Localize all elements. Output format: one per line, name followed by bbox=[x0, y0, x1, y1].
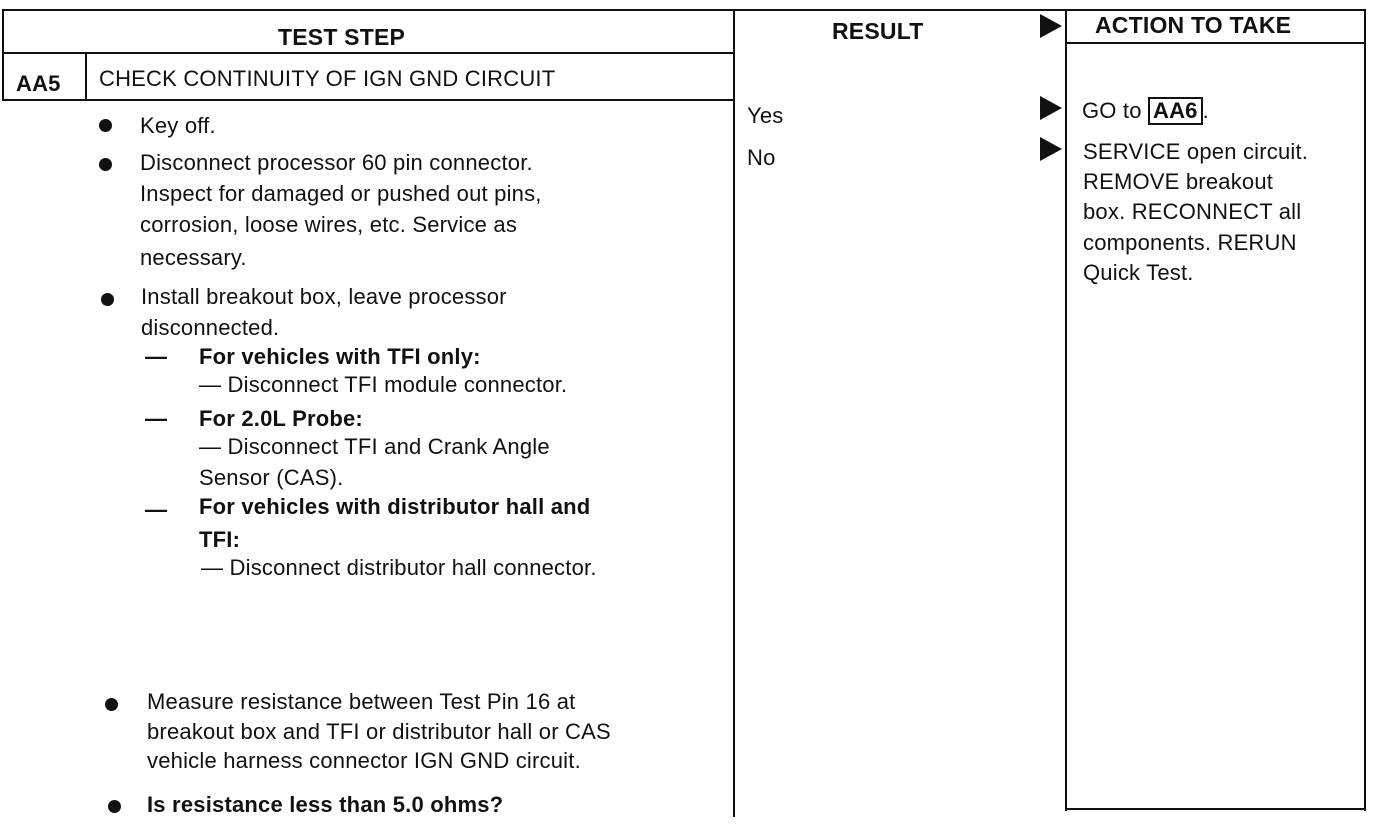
sub1-body: — Disconnect TFI module connector. bbox=[199, 372, 568, 397]
bullet-icon bbox=[99, 119, 112, 132]
step-measure-line: breakout box and TFI or distributor hall or CAS bbox=[147, 719, 611, 744]
bullet-icon bbox=[101, 293, 114, 306]
action-yes bbox=[1082, 96, 1209, 126]
sub2-heading: For 2.0L Probe: bbox=[199, 406, 363, 431]
step-disconnect-line: corrosion, loose wires, etc. Service as bbox=[140, 212, 518, 237]
action-yes-target: AA6 bbox=[1148, 97, 1203, 125]
step-disconnect-line: necessary. bbox=[140, 245, 247, 270]
header-test-step: TEST STEP bbox=[278, 24, 406, 50]
column-divider-test-result bbox=[733, 9, 735, 817]
bullet-icon bbox=[105, 698, 118, 711]
step-disconnect-line: Inspect for damaged or pushed out pins, bbox=[140, 181, 542, 206]
sub3-heading-line: TFI: bbox=[199, 527, 241, 552]
action-no-line: components. RERUN bbox=[1083, 230, 1297, 255]
step-title: CHECK CONTINUITY OF IGN GND CIRCUIT bbox=[99, 66, 556, 91]
bullet-icon bbox=[99, 158, 112, 171]
header-arrow-icon bbox=[1040, 14, 1062, 38]
step-key-off: Key off. bbox=[140, 113, 216, 138]
result-yes: Yes bbox=[747, 103, 784, 128]
step-measure-line: Measure resistance between Test Pin 16 at bbox=[147, 689, 576, 714]
column-divider-result-action bbox=[1065, 9, 1067, 811]
header-result: RESULT bbox=[832, 18, 924, 44]
action-yes-suffix: . bbox=[1202, 98, 1209, 123]
step-disconnect-line: Disconnect processor 60 pin connector. bbox=[140, 150, 533, 175]
action-no-line: SERVICE open circuit. bbox=[1083, 139, 1309, 164]
sub2-body-line: Sensor (CAS). bbox=[199, 465, 344, 490]
sub1-heading: For vehicles with TFI only: bbox=[199, 344, 481, 369]
bullet-icon bbox=[108, 800, 121, 813]
sub-dash: — bbox=[145, 406, 168, 431]
table-bottom-border bbox=[1066, 808, 1366, 810]
sub-dash: — bbox=[145, 344, 168, 369]
step-title-bottom-border bbox=[2, 99, 735, 101]
action-no-line: box. RECONNECT all bbox=[1083, 199, 1302, 224]
step-question: Is resistance less than 5.0 ohms? bbox=[147, 792, 504, 817]
step-id-divider bbox=[85, 53, 87, 101]
action-no-line: REMOVE breakout bbox=[1083, 169, 1274, 194]
sub2-body-line: — Disconnect TFI and Crank Angle bbox=[199, 434, 550, 459]
arrow-right-icon bbox=[1040, 137, 1062, 161]
sub3-body: — Disconnect distributor hall connector. bbox=[201, 555, 597, 580]
result-no: No bbox=[747, 145, 776, 170]
header-bottom-right-border bbox=[1065, 42, 1364, 44]
action-no-line: Quick Test. bbox=[1083, 260, 1194, 285]
table-right-border bbox=[1364, 9, 1366, 811]
sub-dash: — bbox=[145, 497, 168, 522]
arrow-right-icon bbox=[1040, 96, 1062, 120]
action-yes-prefix: GO to bbox=[1082, 98, 1142, 123]
step-measure-line: vehicle harness connector IGN GND circuit. bbox=[147, 748, 581, 773]
header-bottom-left-border bbox=[2, 52, 735, 54]
header-action-to-take: ACTION TO TAKE bbox=[1095, 12, 1292, 38]
step-install-line: disconnected. bbox=[141, 315, 280, 340]
step-id: AA5 bbox=[16, 71, 61, 96]
sub3-heading-line: For vehicles with distributor hall and bbox=[199, 494, 591, 519]
table-left-border bbox=[2, 9, 4, 101]
step-install-line: Install breakout box, leave processor bbox=[141, 284, 507, 309]
